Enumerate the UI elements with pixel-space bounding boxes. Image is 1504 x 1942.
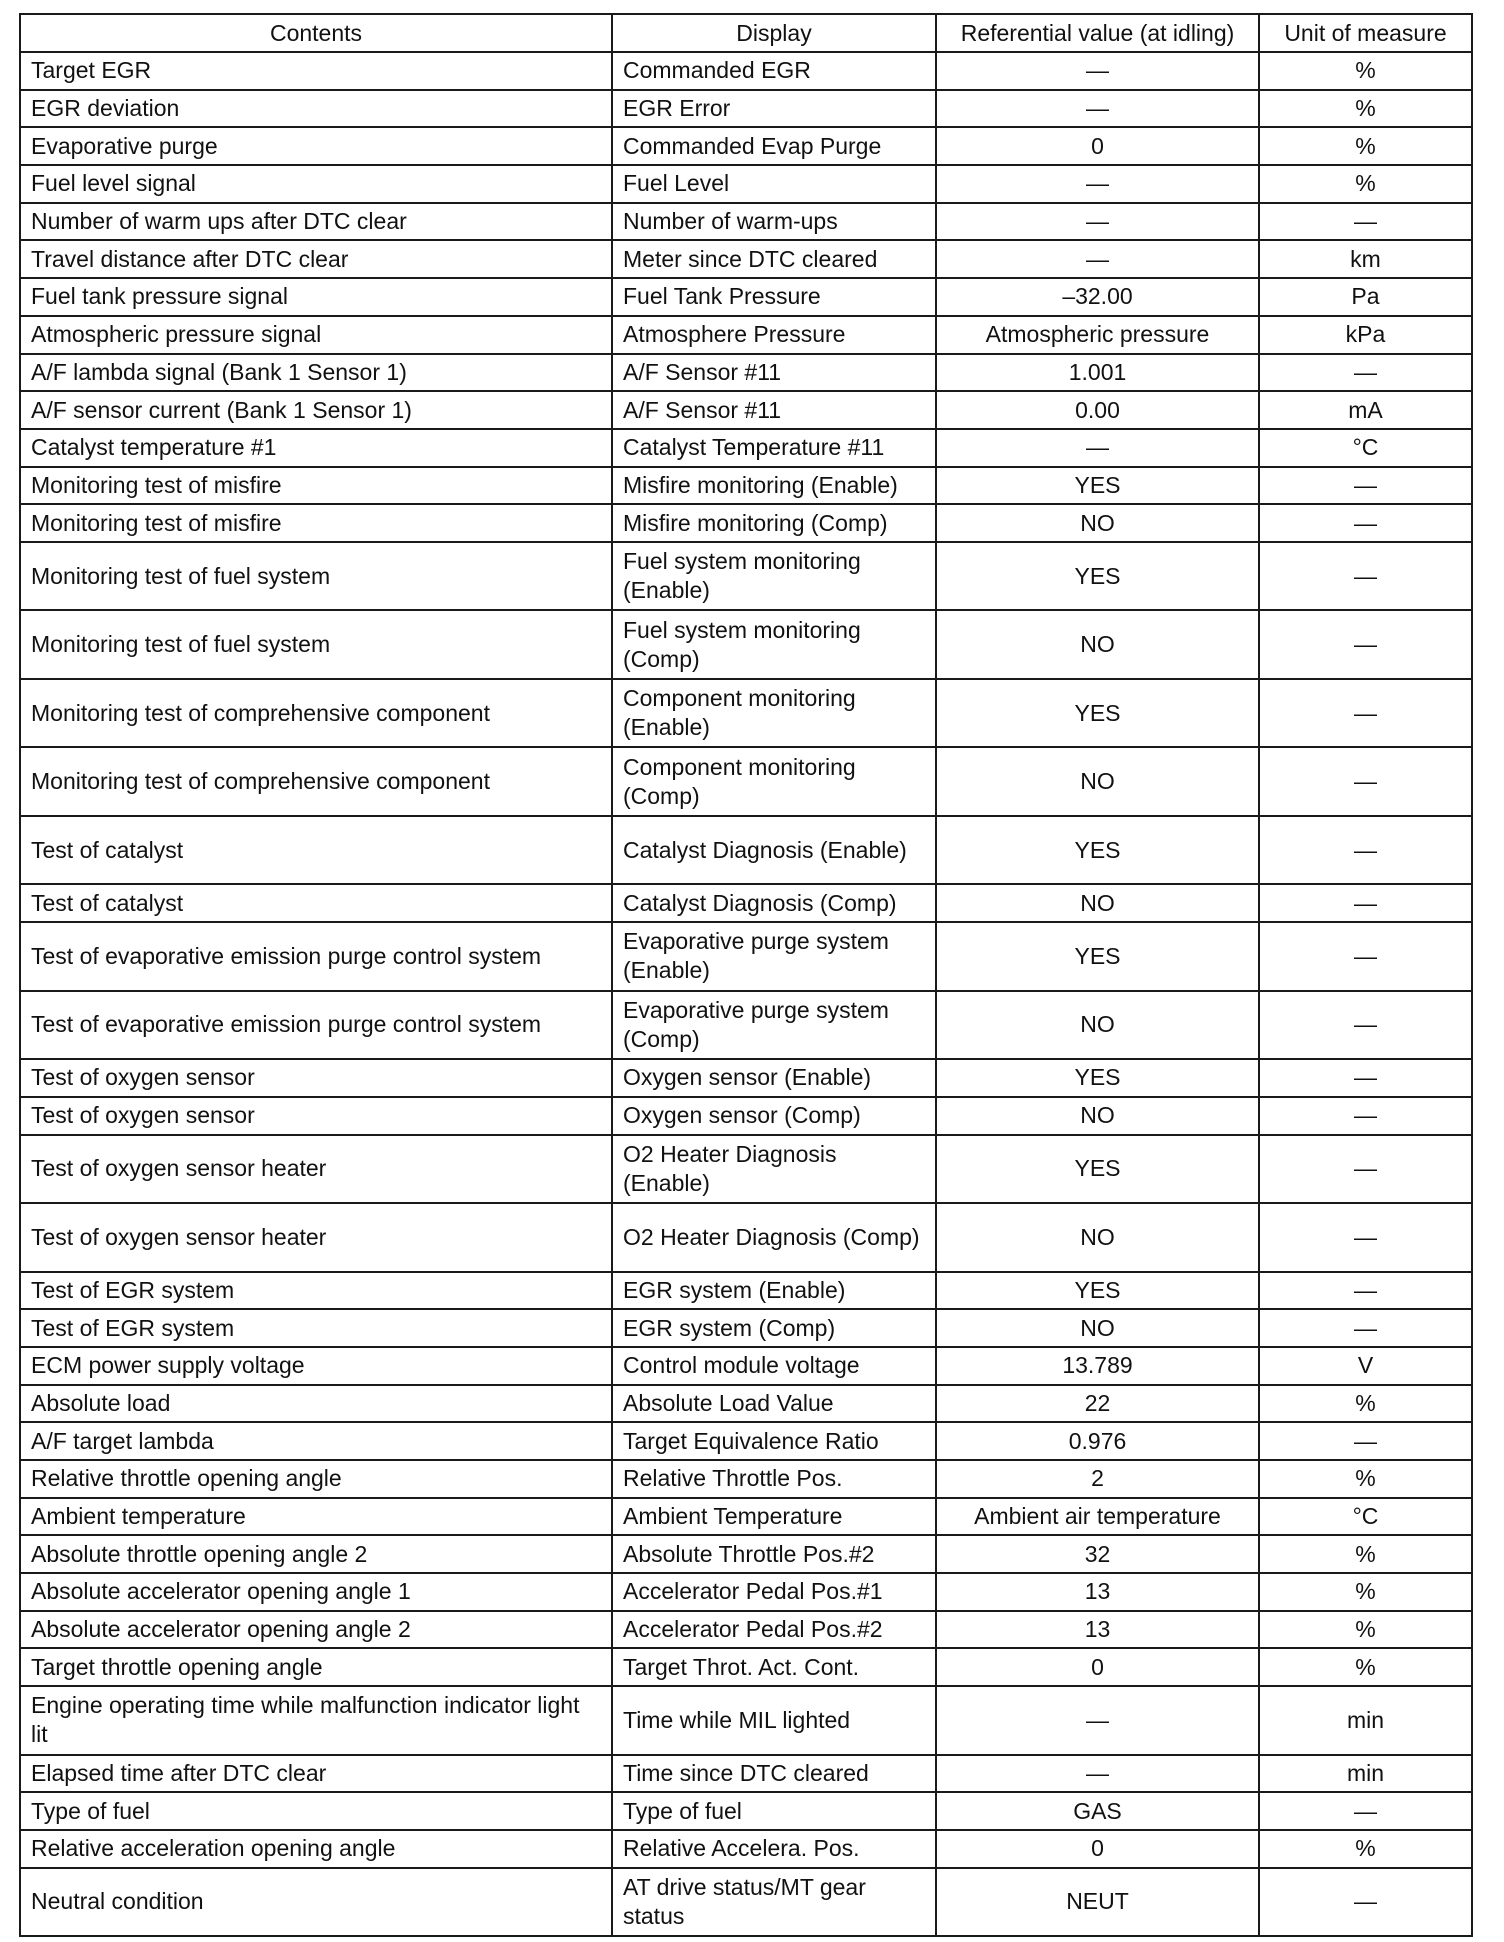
cell-display: A/F Sensor #11	[612, 391, 936, 429]
cell-referential-value: —	[936, 90, 1259, 128]
table-row	[20, 922, 1472, 991]
table-row	[20, 240, 1472, 278]
table-row	[20, 90, 1472, 128]
table-row	[20, 127, 1472, 165]
cell-contents: Catalyst temperature #1	[20, 429, 612, 467]
header-referential-value: Referential value (at idling)	[936, 14, 1259, 52]
table-row	[20, 610, 1472, 679]
cell-contents: Test of EGR system	[20, 1309, 612, 1347]
cell-unit: —	[1259, 922, 1472, 991]
cell-display: Meter since DTC cleared	[612, 240, 936, 278]
cell-unit: %	[1259, 1611, 1472, 1649]
cell-display: Fuel Tank Pressure	[612, 278, 936, 316]
cell-display: Time since DTC cleared	[612, 1755, 936, 1793]
cell-contents: Test of oxygen sensor	[20, 1059, 612, 1097]
table-row	[20, 1573, 1472, 1611]
table-row	[20, 165, 1472, 203]
cell-contents: Relative acceleration opening angle	[20, 1830, 612, 1868]
table-row	[20, 1272, 1472, 1310]
cell-referential-value: NO	[936, 991, 1259, 1060]
cell-unit: min	[1259, 1755, 1472, 1793]
cell-referential-value: NEUT	[936, 1868, 1259, 1937]
cell-unit: mA	[1259, 391, 1472, 429]
table-row	[20, 884, 1472, 922]
cell-contents: Test of evaporative emission purge control system	[20, 922, 612, 991]
cell-display: Absolute Throttle Pos.#2	[612, 1535, 936, 1573]
cell-contents: Monitoring test of misfire	[20, 467, 612, 505]
cell-referential-value: —	[936, 429, 1259, 467]
cell-contents: Engine operating time while malfunction indicator light lit	[20, 1686, 612, 1755]
cell-display: Evaporative purge system (Enable)	[612, 922, 936, 991]
cell-contents: Atmospheric pressure signal	[20, 316, 612, 354]
cell-contents: Monitoring test of fuel system	[20, 542, 612, 611]
cell-referential-value: NO	[936, 504, 1259, 542]
table-row	[20, 1611, 1472, 1649]
cell-contents: EGR deviation	[20, 90, 612, 128]
cell-referential-value: 0.976	[936, 1422, 1259, 1460]
cell-contents: Monitoring test of fuel system	[20, 610, 612, 679]
cell-unit: —	[1259, 1422, 1472, 1460]
cell-display: Accelerator Pedal Pos.#1	[612, 1573, 936, 1611]
cell-contents: Monitoring test of comprehensive component	[20, 747, 612, 816]
cell-referential-value: YES	[936, 1059, 1259, 1097]
cell-referential-value: 1.001	[936, 354, 1259, 392]
cell-unit: V	[1259, 1347, 1472, 1385]
cell-referential-value: 13.789	[936, 1347, 1259, 1385]
cell-contents: Travel distance after DTC clear	[20, 240, 612, 278]
cell-unit: %	[1259, 127, 1472, 165]
cell-referential-value: —	[936, 203, 1259, 241]
cell-referential-value: 0.00	[936, 391, 1259, 429]
cell-unit: —	[1259, 1203, 1472, 1272]
table-row	[20, 391, 1472, 429]
cell-unit: %	[1259, 90, 1472, 128]
table-row	[20, 1135, 1472, 1204]
cell-referential-value: 13	[936, 1611, 1259, 1649]
cell-referential-value: —	[936, 240, 1259, 278]
table-row	[20, 542, 1472, 611]
cell-display: Accelerator Pedal Pos.#2	[612, 1611, 936, 1649]
table-row	[20, 679, 1472, 748]
cell-contents: Test of oxygen sensor	[20, 1097, 612, 1135]
table-row	[20, 1385, 1472, 1423]
table-row	[20, 1422, 1472, 1460]
cell-display: EGR system (Enable)	[612, 1272, 936, 1310]
cell-referential-value: NO	[936, 1309, 1259, 1347]
cell-referential-value: YES	[936, 816, 1259, 885]
cell-referential-value: Atmospheric pressure	[936, 316, 1259, 354]
cell-unit: min	[1259, 1686, 1472, 1755]
cell-unit: —	[1259, 467, 1472, 505]
cell-referential-value: —	[936, 165, 1259, 203]
cell-referential-value: YES	[936, 1272, 1259, 1310]
cell-unit: Pa	[1259, 278, 1472, 316]
cell-unit: —	[1259, 884, 1472, 922]
cell-unit: %	[1259, 165, 1472, 203]
table-row	[20, 1097, 1472, 1135]
table-row	[20, 203, 1472, 241]
table-row	[20, 1868, 1472, 1937]
cell-referential-value: 0	[936, 1648, 1259, 1686]
cell-contents: ECM power supply voltage	[20, 1347, 612, 1385]
cell-contents: Test of oxygen sensor heater	[20, 1135, 612, 1204]
cell-contents: A/F sensor current (Bank 1 Sensor 1)	[20, 391, 612, 429]
table-row	[20, 747, 1472, 816]
cell-contents: Target EGR	[20, 52, 612, 90]
cell-unit: —	[1259, 991, 1472, 1060]
cell-contents: Relative throttle opening angle	[20, 1460, 612, 1498]
cell-contents: Fuel level signal	[20, 165, 612, 203]
header-row	[20, 14, 1472, 52]
cell-referential-value: YES	[936, 467, 1259, 505]
cell-contents: Test of oxygen sensor heater	[20, 1203, 612, 1272]
header-contents: Contents	[20, 14, 612, 52]
cell-unit: —	[1259, 354, 1472, 392]
cell-contents: A/F lambda signal (Bank 1 Sensor 1)	[20, 354, 612, 392]
data-table	[19, 13, 1473, 1937]
table-row	[20, 816, 1472, 885]
cell-unit: %	[1259, 1460, 1472, 1498]
cell-referential-value: NO	[936, 1203, 1259, 1272]
cell-unit: —	[1259, 679, 1472, 748]
cell-referential-value: –32.00	[936, 278, 1259, 316]
table-row	[20, 504, 1472, 542]
cell-referential-value: Ambient air temperature	[936, 1498, 1259, 1536]
table-row	[20, 1686, 1472, 1755]
cell-display: Catalyst Diagnosis (Comp)	[612, 884, 936, 922]
cell-referential-value: NO	[936, 884, 1259, 922]
cell-referential-value: YES	[936, 1135, 1259, 1204]
table-row	[20, 1309, 1472, 1347]
cell-unit: —	[1259, 1272, 1472, 1310]
cell-display: Commanded Evap Purge	[612, 127, 936, 165]
cell-unit: —	[1259, 1059, 1472, 1097]
cell-referential-value: NO	[936, 1097, 1259, 1135]
cell-referential-value: NO	[936, 747, 1259, 816]
cell-unit: °C	[1259, 1498, 1472, 1536]
cell-referential-value: GAS	[936, 1792, 1259, 1830]
cell-unit: —	[1259, 610, 1472, 679]
cell-referential-value: 32	[936, 1535, 1259, 1573]
cell-display: Catalyst Diagnosis (Enable)	[612, 816, 936, 885]
table-row	[20, 1648, 1472, 1686]
cell-referential-value: 2	[936, 1460, 1259, 1498]
table-row	[20, 991, 1472, 1060]
cell-unit: —	[1259, 747, 1472, 816]
cell-unit: —	[1259, 1868, 1472, 1937]
cell-display: Target Equivalence Ratio	[612, 1422, 936, 1460]
cell-display: Control module voltage	[612, 1347, 936, 1385]
table-row	[20, 1830, 1472, 1868]
table-row	[20, 1059, 1472, 1097]
table-row	[20, 316, 1472, 354]
cell-contents: Absolute throttle opening angle 2	[20, 1535, 612, 1573]
cell-display: AT drive status/MT gear status	[612, 1868, 936, 1937]
cell-referential-value: YES	[936, 679, 1259, 748]
table-row	[20, 467, 1472, 505]
cell-display: Number of warm-ups	[612, 203, 936, 241]
cell-display: Component monitoring (Enable)	[612, 679, 936, 748]
cell-unit: —	[1259, 542, 1472, 611]
cell-display: Evaporative purge system (Comp)	[612, 991, 936, 1060]
table-body	[20, 52, 1472, 1936]
header-display: Display	[612, 14, 936, 52]
cell-contents: Ambient temperature	[20, 1498, 612, 1536]
table-row	[20, 1203, 1472, 1272]
cell-contents: Type of fuel	[20, 1792, 612, 1830]
table-row	[20, 354, 1472, 392]
cell-display: EGR system (Comp)	[612, 1309, 936, 1347]
cell-unit: km	[1259, 240, 1472, 278]
cell-referential-value: —	[936, 52, 1259, 90]
cell-display: Atmosphere Pressure	[612, 316, 936, 354]
cell-display: EGR Error	[612, 90, 936, 128]
cell-display: Absolute Load Value	[612, 1385, 936, 1423]
cell-contents: Evaporative purge	[20, 127, 612, 165]
cell-contents: Monitoring test of misfire	[20, 504, 612, 542]
cell-display: Relative Accelera. Pos.	[612, 1830, 936, 1868]
cell-referential-value: 13	[936, 1573, 1259, 1611]
cell-display: Relative Throttle Pos.	[612, 1460, 936, 1498]
cell-contents: Number of warm ups after DTC clear	[20, 203, 612, 241]
cell-unit: —	[1259, 1135, 1472, 1204]
cell-unit: %	[1259, 1830, 1472, 1868]
cell-display: Time while MIL lighted	[612, 1686, 936, 1755]
cell-display: A/F Sensor #11	[612, 354, 936, 392]
cell-contents: Target throttle opening angle	[20, 1648, 612, 1686]
cell-contents: Test of catalyst	[20, 816, 612, 885]
cell-contents: Test of EGR system	[20, 1272, 612, 1310]
cell-unit: —	[1259, 504, 1472, 542]
cell-contents: Absolute accelerator opening angle 2	[20, 1611, 612, 1649]
cell-referential-value: YES	[936, 542, 1259, 611]
cell-referential-value: —	[936, 1686, 1259, 1755]
table-row	[20, 1755, 1472, 1793]
cell-unit: °C	[1259, 429, 1472, 467]
cell-referential-value: YES	[936, 922, 1259, 991]
cell-unit: %	[1259, 1648, 1472, 1686]
cell-unit: %	[1259, 52, 1472, 90]
cell-display: Fuel Level	[612, 165, 936, 203]
cell-display: Oxygen sensor (Comp)	[612, 1097, 936, 1135]
table-row	[20, 1498, 1472, 1536]
cell-referential-value: 0	[936, 1830, 1259, 1868]
cell-display: Commanded EGR	[612, 52, 936, 90]
cell-contents: Absolute accelerator opening angle 1	[20, 1573, 612, 1611]
cell-display: Component monitoring (Comp)	[612, 747, 936, 816]
table-header	[20, 14, 1472, 52]
cell-referential-value: —	[936, 1755, 1259, 1793]
header-unit-of-measure: Unit of measure	[1259, 14, 1472, 52]
table-row	[20, 1535, 1472, 1573]
cell-unit: %	[1259, 1385, 1472, 1423]
cell-contents: Test of evaporative emission purge control system	[20, 991, 612, 1060]
cell-unit: —	[1259, 203, 1472, 241]
cell-contents: Monitoring test of comprehensive component	[20, 679, 612, 748]
cell-display: Fuel system monitoring (Comp)	[612, 610, 936, 679]
cell-referential-value: 0	[936, 127, 1259, 165]
cell-unit: kPa	[1259, 316, 1472, 354]
cell-display: Ambient Temperature	[612, 1498, 936, 1536]
cell-display: Oxygen sensor (Enable)	[612, 1059, 936, 1097]
table-row	[20, 1460, 1472, 1498]
cell-display: O2 Heater Diagnosis (Enable)	[612, 1135, 936, 1204]
cell-contents: Elapsed time after DTC clear	[20, 1755, 612, 1793]
cell-contents: Absolute load	[20, 1385, 612, 1423]
cell-display: Misfire monitoring (Comp)	[612, 504, 936, 542]
cell-display: Catalyst Temperature #11	[612, 429, 936, 467]
cell-contents: Neutral condition	[20, 1868, 612, 1937]
table-row	[20, 52, 1472, 90]
cell-contents: Test of catalyst	[20, 884, 612, 922]
cell-unit: —	[1259, 1097, 1472, 1135]
cell-contents: A/F target lambda	[20, 1422, 612, 1460]
cell-unit: —	[1259, 1309, 1472, 1347]
table-row	[20, 1347, 1472, 1385]
cell-display: Type of fuel	[612, 1792, 936, 1830]
table-row	[20, 278, 1472, 316]
cell-unit: %	[1259, 1573, 1472, 1611]
cell-display: Target Throt. Act. Cont.	[612, 1648, 936, 1686]
cell-unit: —	[1259, 816, 1472, 885]
cell-display: Misfire monitoring (Enable)	[612, 467, 936, 505]
table-row	[20, 429, 1472, 467]
cell-referential-value: NO	[936, 610, 1259, 679]
cell-referential-value: 22	[936, 1385, 1259, 1423]
cell-display: Fuel system monitoring (Enable)	[612, 542, 936, 611]
cell-display: O2 Heater Diagnosis (Comp)	[612, 1203, 936, 1272]
cell-unit: %	[1259, 1535, 1472, 1573]
cell-unit: —	[1259, 1792, 1472, 1830]
table-row	[20, 1792, 1472, 1830]
cell-contents: Fuel tank pressure signal	[20, 278, 612, 316]
